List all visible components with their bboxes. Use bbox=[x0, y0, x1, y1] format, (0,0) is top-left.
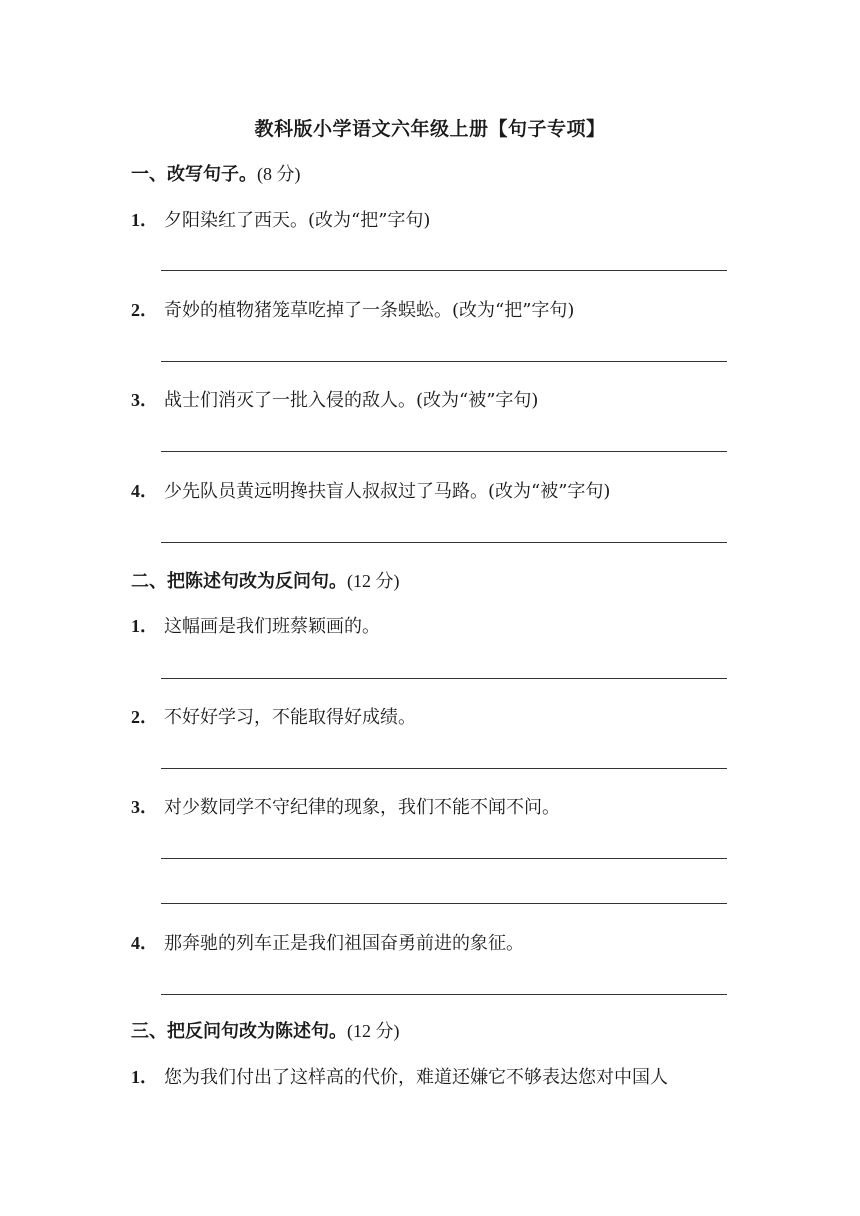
answer-line-2-2[interactable] bbox=[161, 768, 727, 769]
question-1-3: 3． 战士们消灭了一批入侵的敌人。(改为“被”字句) bbox=[131, 390, 539, 411]
answer-line-2-3a[interactable] bbox=[161, 858, 727, 859]
section-3-score: (12 分) bbox=[347, 1021, 400, 1041]
section-1-heading: 一、改写句子。(8 分) bbox=[131, 164, 301, 185]
answer-line-1-1[interactable] bbox=[161, 270, 727, 271]
answer-line-1-2[interactable] bbox=[161, 361, 727, 362]
question-3-1: 1． 您为我们付出了这样高的代价，难道还嫌它不够表达您对中国人 bbox=[131, 1067, 668, 1088]
question-2-4: 4． 那奔驰的列车正是我们祖国奋勇前进的象征。 bbox=[131, 933, 524, 954]
question-1-1: 1． 夕阳染红了西天。(改为“把”字句) bbox=[131, 210, 431, 231]
section-2-score: (12 分) bbox=[347, 571, 400, 591]
question-2-1: 1． 这幅画是我们班蔡颖画的。 bbox=[131, 616, 380, 637]
question-2-2: 2． 不好好学习，不能取得好成绩。 bbox=[131, 707, 416, 728]
question-1-4: 4． 少先队员黄远明搀扶盲人叔叔过了马路。(改为“被”字句) bbox=[131, 481, 611, 502]
question-2-3: 3． 对少数同学不守纪律的现象，我们不能不闻不问。 bbox=[131, 797, 560, 818]
question-1-2: 2． 奇妙的植物猪笼草吃掉了一条蜈蚣。(改为“把”字句) bbox=[131, 300, 575, 321]
answer-line-2-4[interactable] bbox=[161, 994, 727, 995]
answer-line-2-1[interactable] bbox=[161, 678, 727, 679]
section-1-score: (8 分) bbox=[257, 164, 301, 184]
answer-line-1-4[interactable] bbox=[161, 542, 727, 543]
page-title: 教科版小学语文六年级上册【句子专项】 bbox=[254, 118, 606, 140]
answer-line-2-3b[interactable] bbox=[161, 903, 727, 904]
section-2-heading: 二、把陈述句改为反问句。(12 分) bbox=[131, 571, 400, 592]
answer-line-1-3[interactable] bbox=[161, 451, 727, 452]
section-3-heading: 三、把反问句改为陈述句。(12 分) bbox=[131, 1021, 400, 1042]
